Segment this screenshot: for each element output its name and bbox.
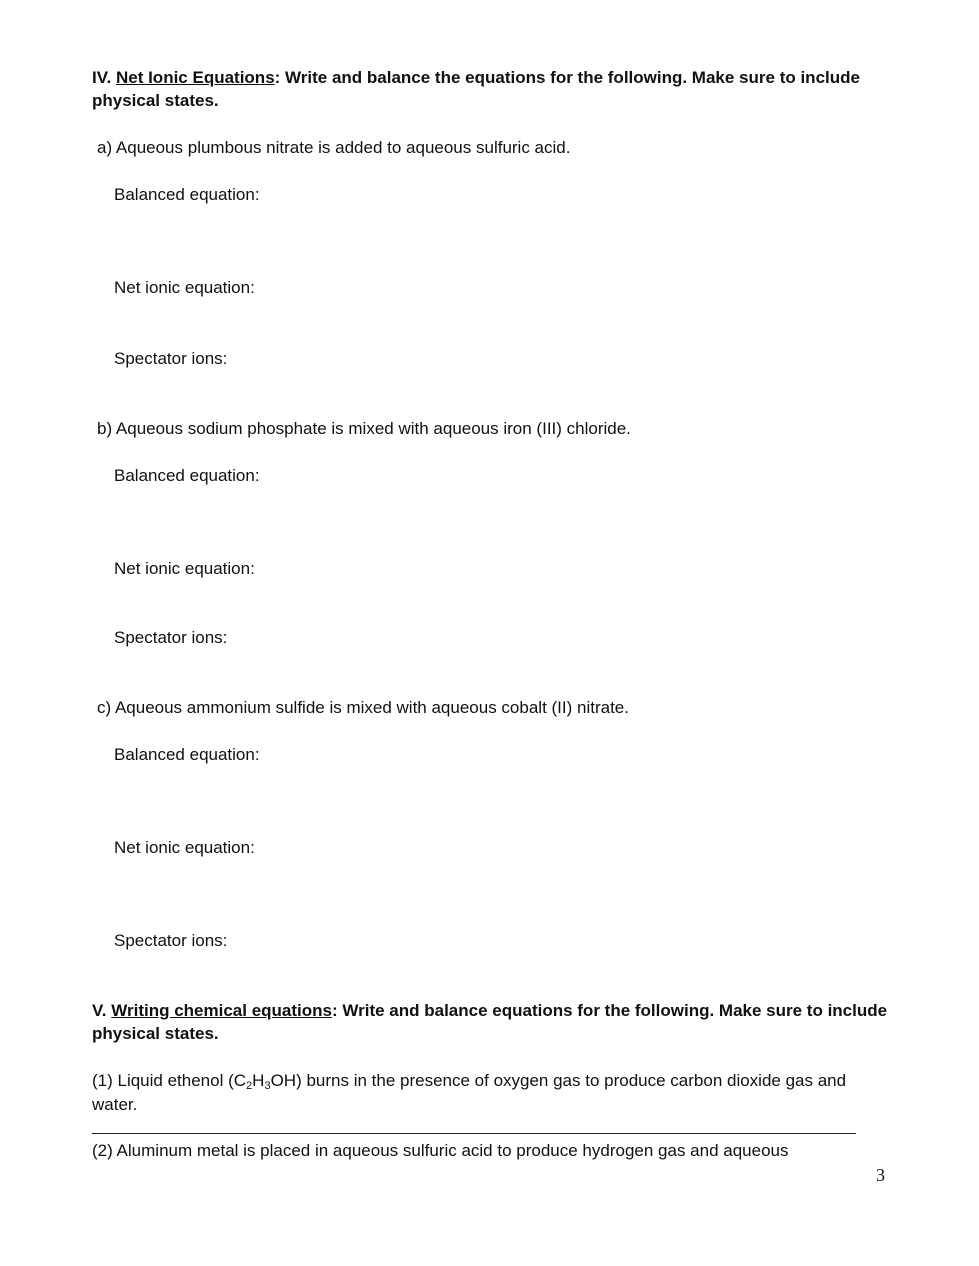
section-iv-instruction: : Write and balance the equations for the following. Make sure to include [274, 68, 860, 87]
problem-a-net-ionic-label: Net ionic equation: [114, 278, 255, 297]
problem-a-balanced-label: Balanced equation: [114, 185, 260, 204]
problem-c-net-ionic-label: Net ionic equation: [114, 838, 255, 857]
problem-1-subscript-1: 2 [246, 1080, 253, 1092]
problem-1-subscript-2: 3 [264, 1080, 271, 1092]
section-iv-instruction-cont: physical states. [92, 91, 219, 110]
section-v-instruction-cont: physical states. [92, 1024, 219, 1043]
problem-1-prompt-cont: water. [92, 1095, 138, 1114]
section-v-heading [92, 999, 887, 1022]
problem-c-spectator-label: Spectator ions: [114, 931, 228, 950]
problem-b-balanced-label: Balanced equation: [114, 466, 260, 485]
problem-1-prompt [92, 1069, 846, 1092]
section-iv-heading [92, 66, 860, 89]
page-number: 3 [876, 1165, 885, 1185]
problem-a-prompt: a) Aqueous plumbous nitrate is added to aqueous sulfuric acid. [97, 138, 571, 157]
section-v-number: V. [92, 1001, 107, 1020]
section-v-title: Writing chemical equations [111, 1001, 332, 1020]
problem-c-balanced-label: Balanced equation: [114, 745, 260, 764]
problem-1-mid: H [252, 1071, 265, 1090]
section-iv-title: Net Ionic Equations [115, 68, 275, 87]
section-v-instruction: : Write and balance equations for the following. Make sure to include [331, 1001, 888, 1020]
problem-b-net-ionic-label: Net ionic equation: [114, 559, 255, 578]
problem-b-spectator-label: Spectator ions: [114, 628, 228, 647]
section-iv-number: IV. [92, 68, 112, 87]
problem-1-suffix: OH) burns in the presence of oxygen gas to produce carbon dioxide gas and [270, 1071, 847, 1090]
answer-line [92, 1133, 856, 1134]
problem-b-prompt: b) Aqueous sodium phosphate is mixed with aqueous iron (III) chloride. [97, 419, 631, 438]
problem-2-prompt: (2) Aluminum metal is placed in aqueous sulfuric acid to produce hydrogen gas and aqueous [92, 1141, 789, 1160]
problem-a-spectator-label: Spectator ions: [114, 349, 228, 368]
problem-1-prefix: (1) Liquid ethenol (C [92, 1071, 247, 1090]
problem-c-prompt: c) Aqueous ammonium sulfide is mixed with aqueous cobalt (II) nitrate. [97, 698, 629, 717]
